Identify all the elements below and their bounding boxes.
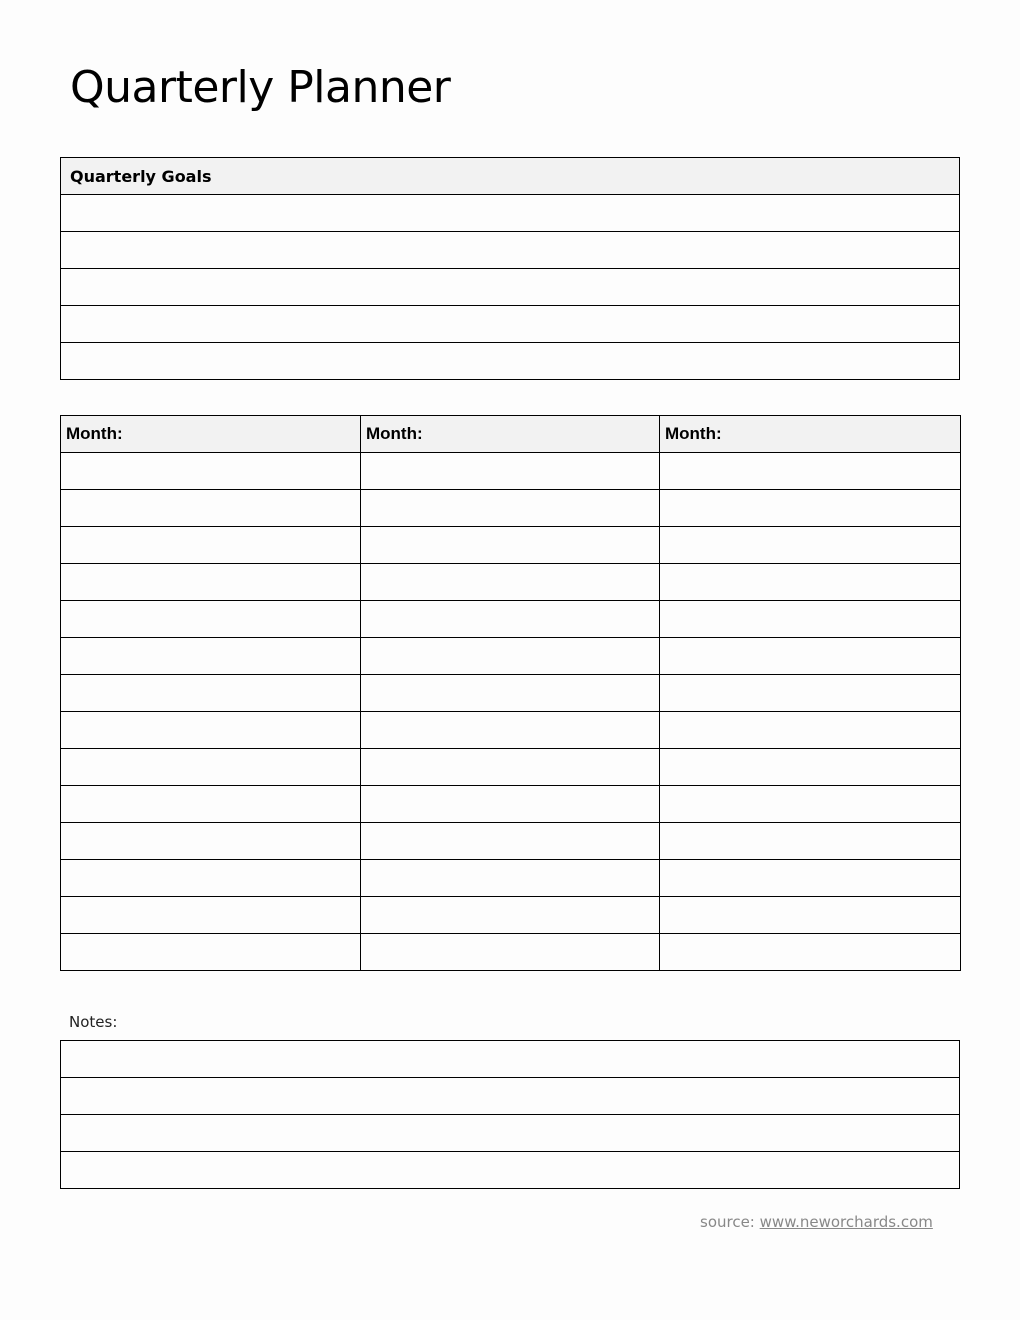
source-prefix: source: <box>700 1213 755 1231</box>
month-2-cell[interactable] <box>361 601 660 638</box>
month-1-cell[interactable] <box>61 749 361 786</box>
goal-row[interactable] <box>61 269 960 306</box>
goal-row[interactable] <box>61 195 960 232</box>
month-1-cell[interactable] <box>61 453 361 490</box>
month-2-cell[interactable] <box>361 823 660 860</box>
goal-row[interactable] <box>61 306 960 343</box>
month-3-cell[interactable] <box>660 934 961 971</box>
month-3-cell[interactable] <box>660 823 961 860</box>
month-1-cell[interactable] <box>61 860 361 897</box>
month-2-cell[interactable] <box>361 453 660 490</box>
month-row <box>61 564 961 601</box>
month-3-cell[interactable] <box>660 564 961 601</box>
month-row <box>61 675 961 712</box>
month-row <box>61 860 961 897</box>
month-row <box>61 527 961 564</box>
month-1-cell[interactable] <box>61 934 361 971</box>
month-row <box>61 823 961 860</box>
month-row <box>61 786 961 823</box>
month-2-cell[interactable] <box>361 897 660 934</box>
goal-row[interactable] <box>61 232 960 269</box>
month-3-cell[interactable] <box>660 675 961 712</box>
month-2-cell[interactable] <box>361 934 660 971</box>
month-3-cell[interactable] <box>660 897 961 934</box>
month-2-cell[interactable] <box>361 860 660 897</box>
month-1-cell[interactable] <box>61 564 361 601</box>
month-2-header: Month: <box>361 416 660 453</box>
month-row <box>61 453 961 490</box>
month-row <box>61 638 961 675</box>
month-3-cell[interactable] <box>660 527 961 564</box>
notes-label: Notes: <box>69 1013 118 1031</box>
month-3-header: Month: <box>660 416 961 453</box>
notes-row[interactable] <box>61 1115 960 1152</box>
notes-row[interactable] <box>61 1078 960 1115</box>
month-2-cell[interactable] <box>361 712 660 749</box>
source-link[interactable]: www.neworchards.com <box>759 1213 933 1231</box>
notes-row[interactable] <box>61 1041 960 1078</box>
month-3-cell[interactable] <box>660 638 961 675</box>
month-row <box>61 601 961 638</box>
month-1-cell[interactable] <box>61 490 361 527</box>
month-2-cell[interactable] <box>361 638 660 675</box>
goal-row[interactable] <box>61 343 960 380</box>
month-3-cell[interactable] <box>660 786 961 823</box>
month-1-cell[interactable] <box>61 897 361 934</box>
source-credit <box>700 1213 933 1231</box>
month-3-cell[interactable] <box>660 601 961 638</box>
month-1-cell[interactable] <box>61 527 361 564</box>
month-row <box>61 712 961 749</box>
month-row <box>61 490 961 527</box>
month-2-cell[interactable] <box>361 564 660 601</box>
month-1-cell[interactable] <box>61 712 361 749</box>
month-1-header: Month: <box>61 416 361 453</box>
month-1-cell[interactable] <box>61 823 361 860</box>
month-2-cell[interactable] <box>361 749 660 786</box>
month-2-cell[interactable] <box>361 675 660 712</box>
month-1-cell[interactable] <box>61 675 361 712</box>
month-3-cell[interactable] <box>660 860 961 897</box>
month-1-cell[interactable] <box>61 601 361 638</box>
month-row <box>61 897 961 934</box>
month-3-cell[interactable] <box>660 490 961 527</box>
quarterly-goals-table <box>60 157 960 380</box>
month-2-cell[interactable] <box>361 490 660 527</box>
monthly-table-body <box>61 453 961 971</box>
month-3-cell[interactable] <box>660 453 961 490</box>
month-row <box>61 749 961 786</box>
month-2-cell[interactable] <box>361 786 660 823</box>
monthly-table <box>60 415 961 971</box>
month-3-cell[interactable] <box>660 712 961 749</box>
month-1-cell[interactable] <box>61 638 361 675</box>
quarterly-goals-header: Quarterly Goals <box>61 158 960 195</box>
month-2-cell[interactable] <box>361 527 660 564</box>
month-3-cell[interactable] <box>660 749 961 786</box>
month-1-cell[interactable] <box>61 786 361 823</box>
page-title: Quarterly Planner <box>70 62 451 113</box>
month-row <box>61 934 961 971</box>
notes-table <box>60 1040 960 1189</box>
notes-row[interactable] <box>61 1152 960 1189</box>
